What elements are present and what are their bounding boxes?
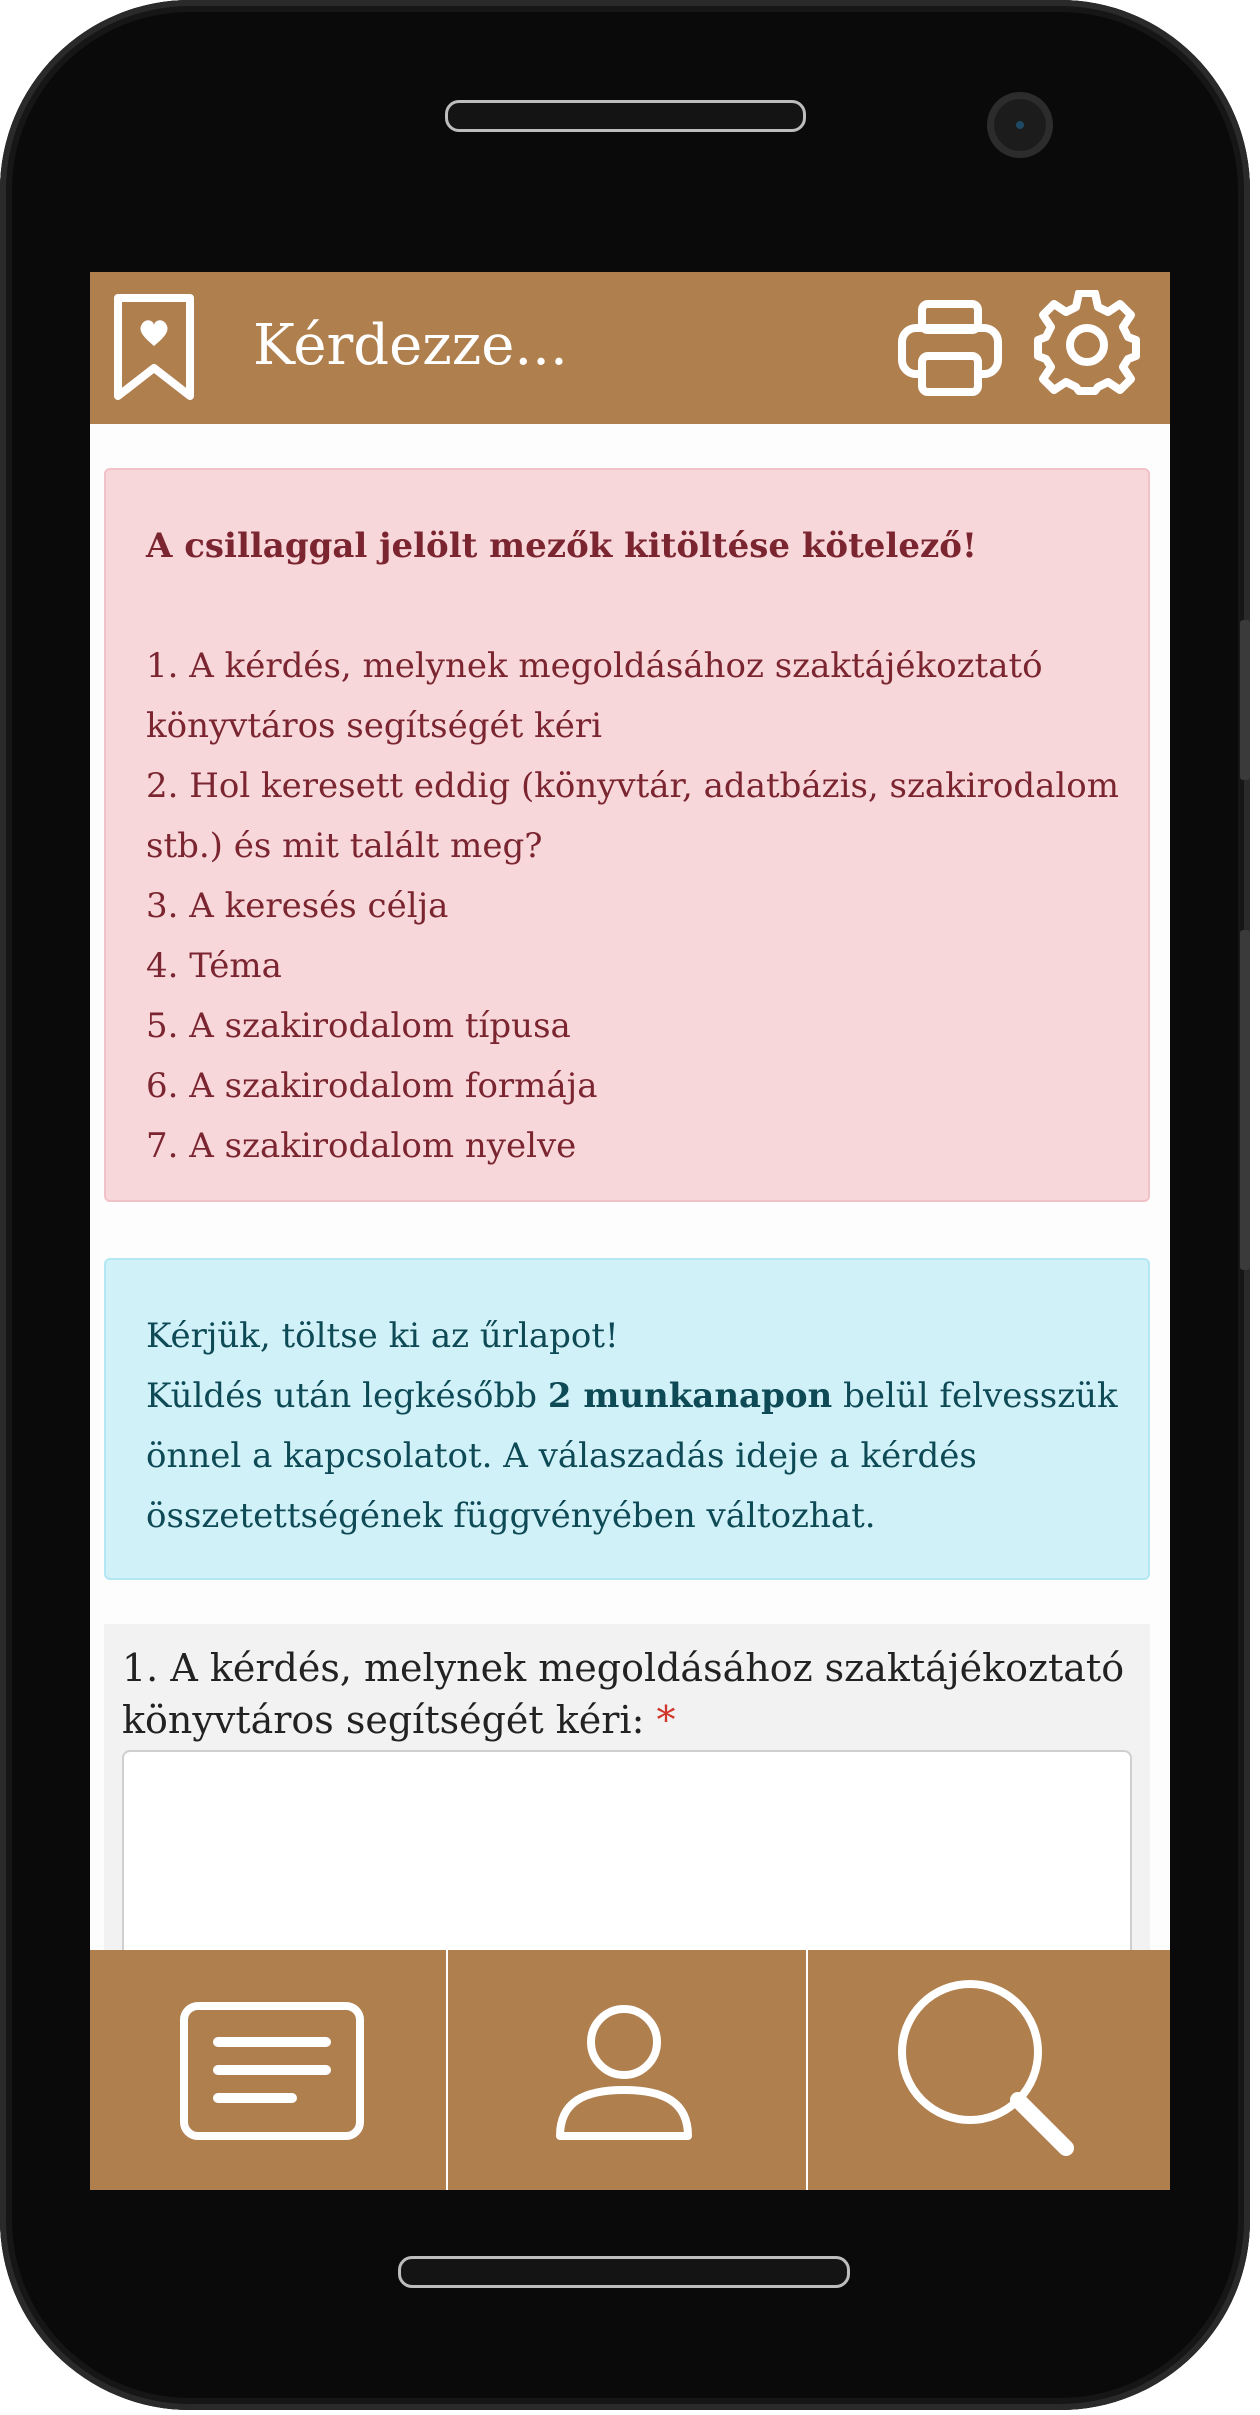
question-1-text: 1. A kérdés, melynek megoldásához szaktájékoztató könyvtáros segítségét kéri:: [122, 1646, 1125, 1742]
nav-tab-profile[interactable]: [448, 1950, 806, 2190]
nav-tab-search[interactable]: [808, 1950, 1170, 2190]
user-icon: [554, 2002, 694, 2142]
page-title: Kérdezze...: [253, 313, 568, 378]
earpiece-speaker: [445, 100, 806, 132]
top-bar: [90, 272, 1170, 424]
required-mark: *: [656, 1698, 676, 1742]
search-icon: [894, 1976, 1078, 2160]
info-text: belül felvesszük: [832, 1376, 1118, 1416]
alert-heading: A csillaggal jelölt mezők kitöltése kötelező!: [146, 526, 977, 566]
info-highlight: 2 munkanapon: [547, 1376, 833, 1416]
info-text: Küldés után legkésőbb: [146, 1376, 548, 1416]
nav-tab-articles[interactable]: [90, 1950, 446, 2190]
bottom-navigation: [90, 1950, 1170, 2190]
front-camera: [987, 92, 1053, 158]
app-screen: [90, 272, 1170, 2190]
home-indicator: [398, 2256, 850, 2288]
power-button: [1240, 930, 1250, 1270]
info-line: összetettségének függvényében változhat.: [146, 1496, 876, 1536]
list-item: könyvtáros segítségét kéri: [146, 706, 602, 746]
list-item: 3. A keresés célja: [146, 886, 449, 926]
article-icon: [180, 2002, 364, 2140]
list-item: 6. A szakirodalom formája: [146, 1066, 598, 1106]
bookmark-heart-icon[interactable]: [112, 292, 196, 402]
list-item: 5. A szakirodalom típusa: [146, 1006, 571, 1046]
list-item: 2. Hol keresett eddig (könyvtár, adatbázis, szakirodalom: [146, 766, 1119, 806]
info-line: [146, 1366, 1118, 1426]
required-fields-alert: [104, 468, 1150, 1202]
question-1-label: [122, 1642, 1132, 1746]
list-item: 4. Téma: [146, 946, 282, 986]
volume-button: [1240, 620, 1250, 780]
list-item: stb.) és mit talált meg?: [146, 826, 543, 866]
list-item: 7. A szakirodalom nyelve: [146, 1126, 577, 1166]
list-item: 1. A kérdés, melynek megoldásához szaktájékoztató: [146, 646, 1043, 686]
info-alert: [104, 1258, 1150, 1580]
info-line: önnel a kapcsolatot. A válaszadás ideje a kérdés: [146, 1436, 977, 1476]
info-line: Kérjük, töltse ki az űrlapot!: [146, 1316, 619, 1356]
printer-icon[interactable]: [896, 298, 1004, 398]
main-content: [90, 424, 1170, 2042]
gear-icon[interactable]: [1032, 290, 1142, 400]
